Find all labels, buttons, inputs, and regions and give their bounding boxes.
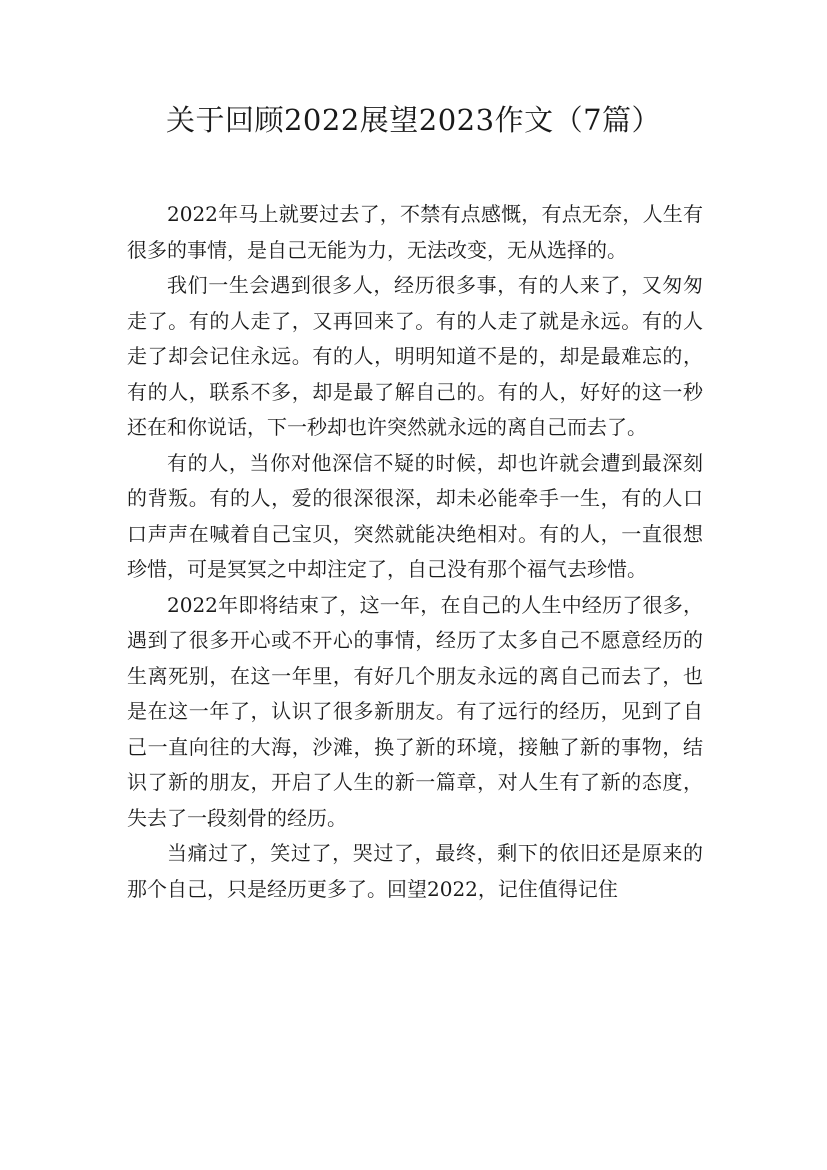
paragraph: 2022年马上就要过去了，不禁有点感慨，有点无奈，人生有很多的事情，是自己无能为力，无法改变，无从选择的。: [127, 202, 703, 262]
document-body: [127, 197, 703, 907]
document-title: 关于回顾2022展望2023作文（7篇）: [165, 103, 662, 137]
paragraph: 2022年即将结束了，这一年，在自己的人生中经历了很多，遇到了很多开心或不开心的事情，经历了太多自己不愿意经历的生离死别，在这一年里，有好几个朋友永远的离自己而去了，也是在这一年了，认识了很多新朋友。有了远行的经历，见到了自己一直向往的大海，沙滩，换了新的环境，接触了新的事物，结识了新的朋友，开启了人生的新一篇章，对人生有了新的态度，失去了一段刻骨的经历。: [127, 592, 703, 830]
paragraph: 有的人，当你对他深信不疑的时候，却也许就会遭到最深刻的背叛。有的人，爱的很深很深，却未必能牵手一生，有的人口口声声在喊着自己宝贝，突然就能决绝相对。有的人，一直很想珍惜，可是冥冥之中却注定了，自己没有那个福气去珍惜。: [127, 450, 703, 581]
paragraph: 当痛过了，笑过了，哭过了，最终，剩下的依旧还是原来的那个自己，只是经历更多了。回望2022，记住值得记住: [127, 841, 703, 901]
paragraph: 我们一生会遇到很多人，经历很多事，有的人来了，又匆匆走了。有的人走了，又再回来了。有的人走了就是永远。有的人走了却会记住永远。有的人，明明知道不是的，却是最难忘的，有的人，联系不多，却是最了解自己的。有的人，好好的这一秒还在和你说话，下一秒却也许突然就永远的离自己而去了。: [127, 273, 703, 439]
